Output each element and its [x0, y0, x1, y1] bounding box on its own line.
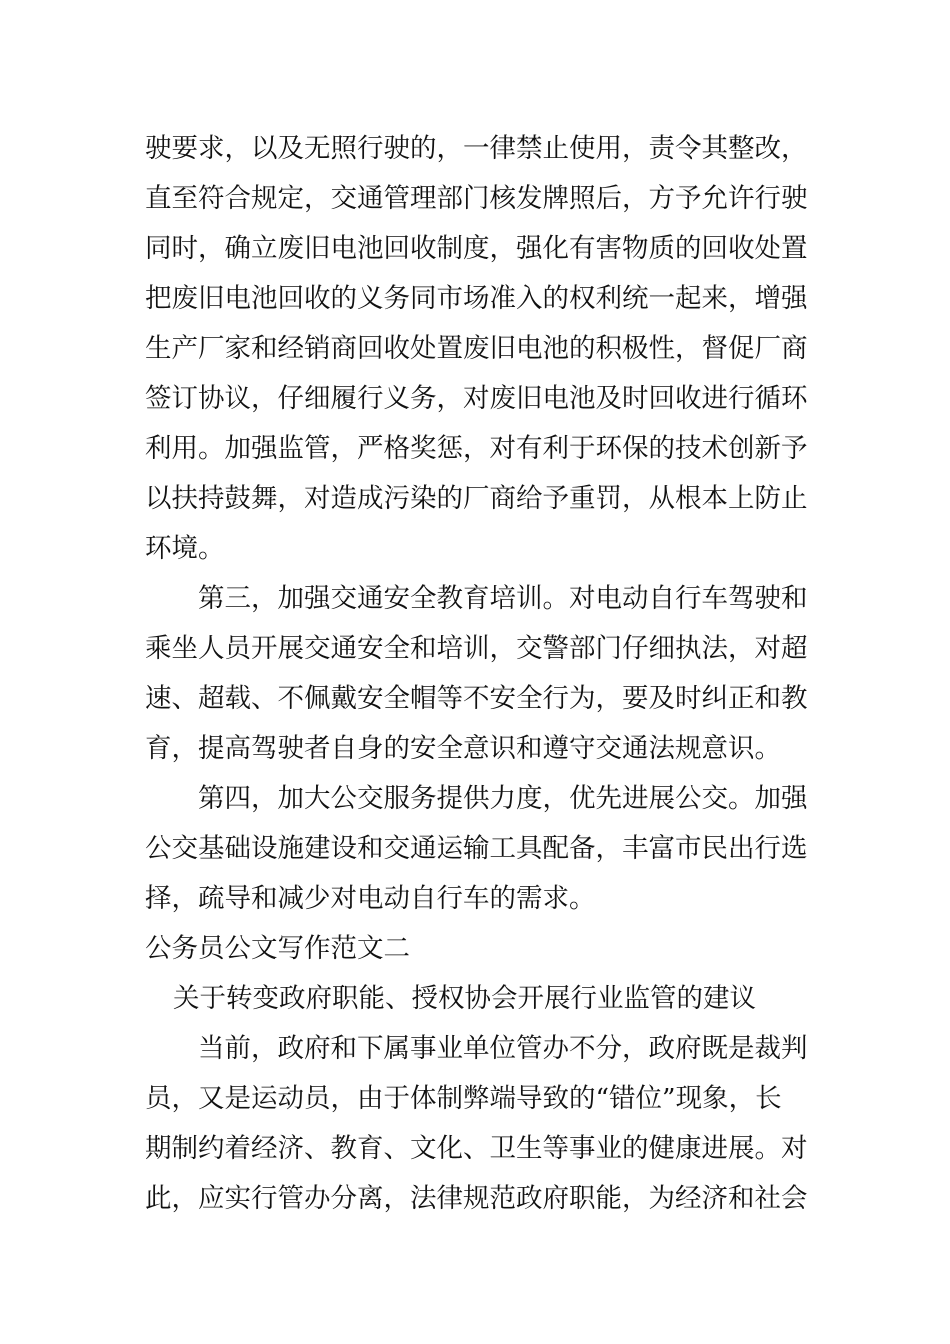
- body-text-line: 把废旧电池回收的义务同市场准入的权利统一起来，增强: [145, 283, 808, 314]
- body-text-line: 员，又是运动员，由于体制弊端导致的“错位”现象，长: [145, 1083, 782, 1114]
- paragraph-start-line: 第四，加大公交服务提供力度，优先进展公交。加强: [198, 783, 808, 814]
- paragraph-start-line: 当前，政府和下属事业单位管办不分，政府既是裁判: [198, 1033, 808, 1064]
- body-text-line: 签订协议，仔细履行义务，对废旧电池及时回收进行循环: [145, 383, 808, 414]
- body-text-line: 直至符合规定，交通管理部门核发牌照后，方予允许行驶: [145, 183, 808, 214]
- body-text-line: 利用。加强监管，严格奖惩，对有利于环保的技术创新予: [145, 433, 808, 464]
- body-text-line: 公交基础设施建设和交通运输工具配备，丰富市民出行选: [145, 833, 808, 864]
- paragraph-start-line: 第三，加强交通安全教育培训。对电动自行车驾驶和: [198, 583, 808, 614]
- section-heading: 公务员公文写作范文二: [145, 933, 410, 964]
- body-text-line: 乘坐人员开展交通安全和培训，交警部门仔细执法，对超: [145, 633, 808, 664]
- body-text-line: 驶要求，以及无照行驶的，一律禁止使用，责令其整改，: [145, 133, 808, 164]
- body-text-line: 速、超载、不佩戴安全帽等不安全行为，要及时纠正和教: [145, 683, 808, 714]
- body-text-line: 生产厂家和经销商回收处置废旧电池的积极性，督促厂商: [145, 333, 808, 364]
- body-text-line: 同时，确立废旧电池回收制度，强化有害物质的回收处置: [145, 233, 808, 264]
- article-title: 关于转变政府职能、授权协会开展行业监管的建议: [173, 983, 756, 1014]
- body-text-line: 以扶持鼓舞，对造成污染的厂商给予重罚，从根本上防止: [145, 483, 808, 514]
- body-text-line: 此，应实行管办分离，法律规范政府职能，为经济和社会: [145, 1183, 808, 1214]
- body-text-line: 期制约着经济、教育、文化、卫生等事业的健康进展。对: [145, 1133, 808, 1164]
- body-text-line: 择，疏导和减少对电动自行车的需求。: [145, 883, 596, 914]
- body-text-line: 育，提高驾驶者自身的安全意识和遵守交通法规意识。: [145, 733, 781, 764]
- body-text-line: 环境。: [145, 533, 225, 564]
